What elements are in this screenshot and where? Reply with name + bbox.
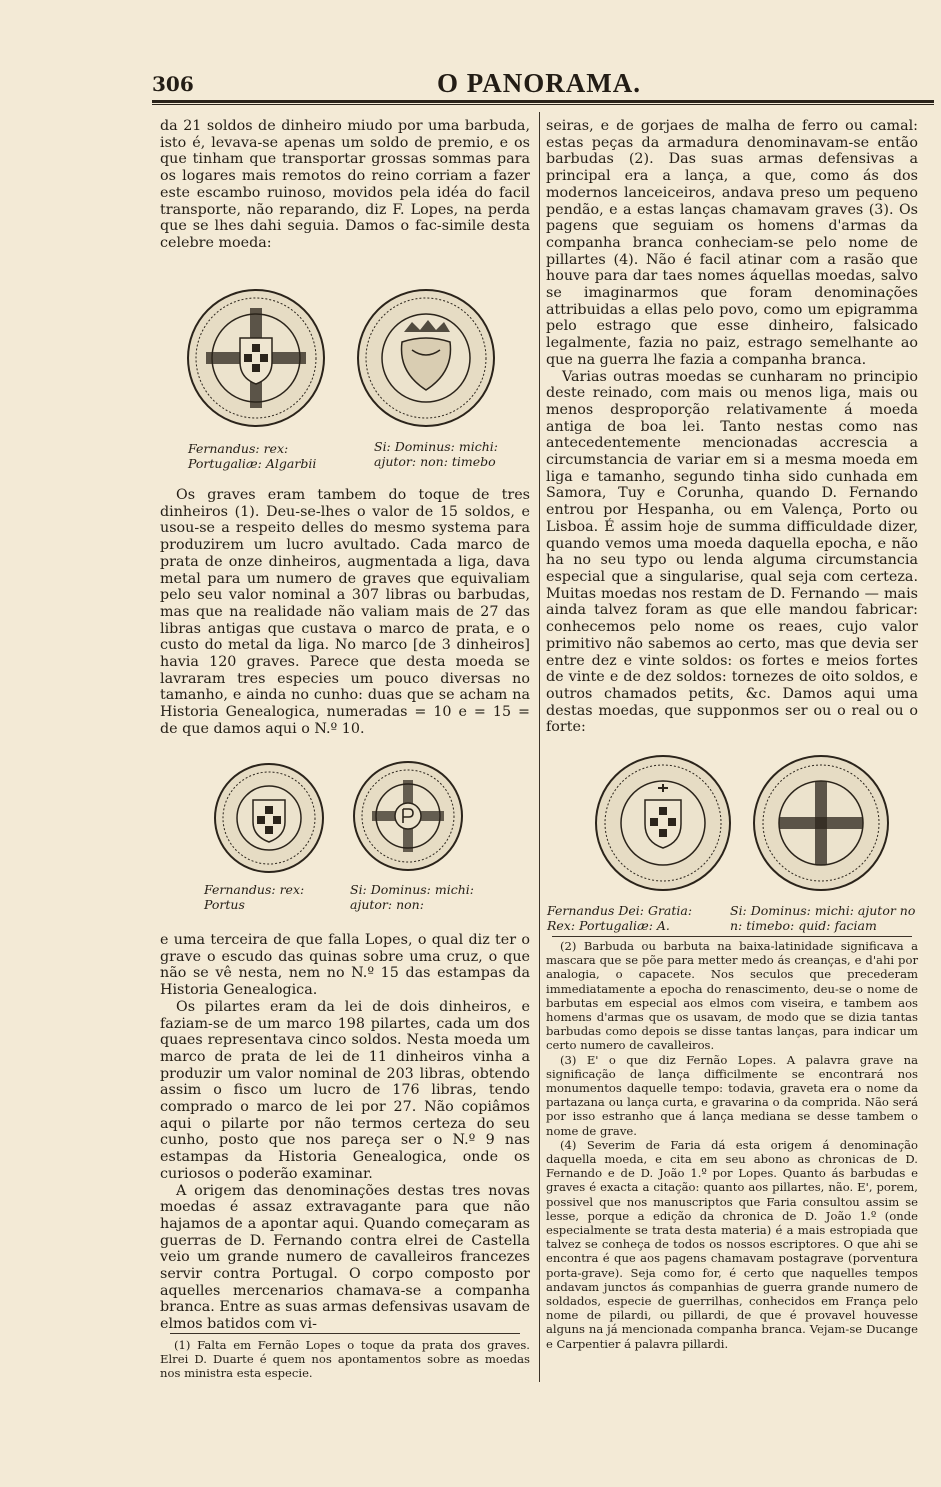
right-paragraph-1: seiras, e de gorjaes de malha de ferro ou camal: estas peças da armadura denominavam-se então barbudas (2). Das suas armas defensivas a principal era a lança, a que, como ás dos modernos lanceiceiros, andava preso um pequeno pendão, e a estas lanças chamavam graves (3). Os pagens que seguiam os homens d'armas da companha branca conheciam-se pelo nome de pillartes (4). Não é facil atinar com a rasão que houve para dar taes nomes áquellas moedas, salvo se imaginarmos que foram denominações attribuidas a ellas pelo povo, como um epigramma pelo estrago que esse dinheiro, falsicado legalmente, fazia no paiz, estrago semelhante ao que na guerra lhe fazia a companha branca.: [546, 118, 918, 368]
header-rule: [152, 100, 934, 103]
left-paragraph-1: da 21 soldos de dinheiro miudo por uma barbuda, isto é, levava-se apenas um soldo de premio, e os que tinham que transportar grossas sommas para os logares mais remotos do reino corriam a fazer este escambo ruinoso, movidos pela idéa do facil transporte, não reparando, diz F. Lopes, na perda que se lhes dahi seguia. Damos o fac-simile desta celebre moeda:: [160, 118, 530, 251]
coin-caption-3-obverse: Fernandus Dei: Gratia: Rex: Portugaliæ: A.: [547, 903, 693, 933]
coin-caption-2-reverse: Si: Dominus: michi: ajutor: non:: [350, 882, 474, 912]
footnote-1: (1) Falta em Fernão Lopes o toque da prata dos graves. Elrei D. Duarte é quem nos apontamentos sobre as moedas nos ministra esta especie.: [160, 1338, 530, 1381]
coin-caption-1-reverse: Si: Dominus: michi: ajutor: non: timebo: [374, 439, 498, 469]
left-paragraph-5: A origem das denominações destas tres novas moedas é assaz extravagante para que não hajamos de a apontar aqui. Quando começaram as guerras de D. Fernando contra elrei de Castella veio um grande numero de cavalleiros francezes servir contra Portugal. O corpo composto por aquelles mercenarios chamava-se a companha branca. Entre as suas armas defensivas usavam de elmos batidos com vi-: [160, 1182, 530, 1333]
coin-caption-1-obverse: Fernandus: rex: Portugaliæ: Algarbii: [188, 441, 317, 471]
left-column-text-3: [160, 932, 530, 1333]
right-column-text-1: [546, 118, 918, 736]
footnote-4: (4) Severim de Faria dá esta origem á denominação daquella moeda, e cita em seu abono as chronicas de D. Fernando e de D. João 1.º por Lopes. Quanto ás barbudas e graves é exacta a citação: quanto aos pillartes, não. E', porem, possivel que nos manuscriptos que Faria consultou assim se lesse, porque a edição da chronica de D. João 1.º (onde especialmente se trata desta materia) é a mais estropiada que talvez se conheça de todos os nossos escriptores. O que ahi se encontra é que aos pagens chamavam postagrave (porventura porta-grave). Seja como for, é certo que naquelles tempos andavam junctos ás companhias de guerra grande numero de soldados, especie de guerrilhas, conhecidos em França pelo nome de pilardi, ou pillardi, de que é provavel houvesse alguns na já mencionada companha branca. Vejam-se Ducange e Carpentier á palavra pillardi.: [546, 1137, 918, 1351]
right-paragraph-2: Varias outras moedas se cunharam no principio deste reinado, com mais ou menos liga, mais ou menos desproporção relativamente á moeda antiga de boa lei. Tanto nestas como nas antecedentemente mencionadas accrescia a circumstancia de variar em si a mesma moeda em liga e tamanho, segundo tinha sido cunhada em Samora, Tuy e Corunha, quando D. Fernando entrou por Hespanha, ou em Valença, Porto ou Lisboa. É assim hoje de summa difficuldade dizer, quando vemos uma moeda daquella epocha, e não ha no seu typo ou lenda alguma circumstancia especial que a singularise, qual seja com certeza. Muitas moedas nos restam de D. Fernando — mais ainda talvez foram as que elle mandou fabricar: conhecemos pelo nome os reaes, cujo valor primitivo não sabemos ao certo, mas que devia ser entre dez e vinte soldos: os fortes e meios fortes de vinte e de dez soldos: tornezes de oito soldos, e outros chamados petits, &c. Damos aqui uma destas moedas, que supponmos ser ou o real ou o forte:: [546, 368, 918, 736]
footnote-3: (3) E' o que diz Fernão Lopes. A palavra grave na significação de lança difficilmente se encontrará nos monumentos daquelle tempo: todavia, graveta era o nome da partazana ou lança curta, e gravarina o da comprida. Não será por isso estranho que á lança mediana se desse tambem o nome de grave.: [546, 1052, 918, 1138]
page-number: 306: [152, 72, 194, 96]
real-coin-reverse-image: [752, 754, 890, 892]
page-header: [152, 68, 934, 98]
left-paragraph-3: e uma terceira de que falla Lopes, o qual diz ter o grave o escudo das quinas sobre uma cruz, o que não se vê nesta, nem no N.º 15 das estampas da Historia Genealogica.: [160, 932, 530, 999]
left-paragraph-4: Os pilartes eram da lei de dois dinheiros, e faziam-se de um marco 198 pilartes, cada um dos quaes representava cinco soldos. Nesta moeda um marco de prata de lei de 11 dinheiros vinha a produzir um valor nominal de 203 libras, obtendo assim o fisco um lucro de 176 libras, tendo comprado o marco de lei por 27. Não copiâmos aqui o pilarte por não termos certeza do seu cunho, posto que nos pareça ser o N.º 9 nas estampas da Historia Genealogica, onde os curiosos o poderão examinar.: [160, 998, 530, 1182]
right-footnotes: [546, 939, 918, 1351]
left-footnote-rule: [170, 1333, 520, 1334]
header-rule-thin: [152, 104, 934, 105]
coin-caption-2-obverse: Fernandus: rex: Portus: [204, 882, 305, 912]
page-title: O PANORAMA.: [437, 68, 641, 98]
right-footnote-rule: [552, 936, 912, 937]
left-column-text-1: [160, 118, 530, 252]
left-column-text-2: [160, 487, 530, 738]
coin-caption-3-reverse: Si: Dominus: michi: ajutor no n: timebo: quid: faciam: [730, 903, 916, 933]
footnote-2: (2) Barbuda ou barbuta na baixa-latinidade significava a mascara que se põe para metter medo ás creanças, e d'ahi por analogia, o capacete. Nos seculos que precederam immediatamente a epocha do renascimento, deu-se o nome de barbutas em especial aos elmos com viseira, e tambem aos homens d'armas que os usavam, de modo que se dizia tantas barbudas como depois se disse tantas lanças, para indicar um certo numero de cavalleiros.: [546, 939, 918, 1053]
barbuda-coin-obverse-image: [186, 288, 326, 428]
left-paragraph-2: Os graves eram tambem do toque de tres dinheiros (1). Deu-se-lhes o valor de 15 soldos, e usou-se a respeito delles do mesmo systema para produzirem um lucro avultado. Cada marco de prata de onze dinheiros, augmentada a liga, dava metal para um numero de graves que equivaliam pelo seu valor nominal a 307 libras ou barbudas, mas que na realidade não valiam mais de 27 das libras antigas que custava o marco de prata, e o custo do metal da liga. No marco [de 3 dinheiros] havia 120 graves. Parece que desta moeda se lavraram tres especies um pouco diversas no tamanho, e ainda no cunho: duas que se acham na Historia Genealogica, numeradas = 10 e = 15 = de que damos aqui o N.º 10.: [160, 487, 530, 737]
left-footnotes: [160, 1338, 530, 1381]
grave-coin-obverse-image: [213, 762, 325, 874]
barbuda-coin-reverse-image: [356, 288, 496, 428]
real-coin-obverse-image: [594, 754, 732, 892]
grave-coin-reverse-image: [352, 760, 464, 872]
column-divider: [539, 112, 540, 1382]
